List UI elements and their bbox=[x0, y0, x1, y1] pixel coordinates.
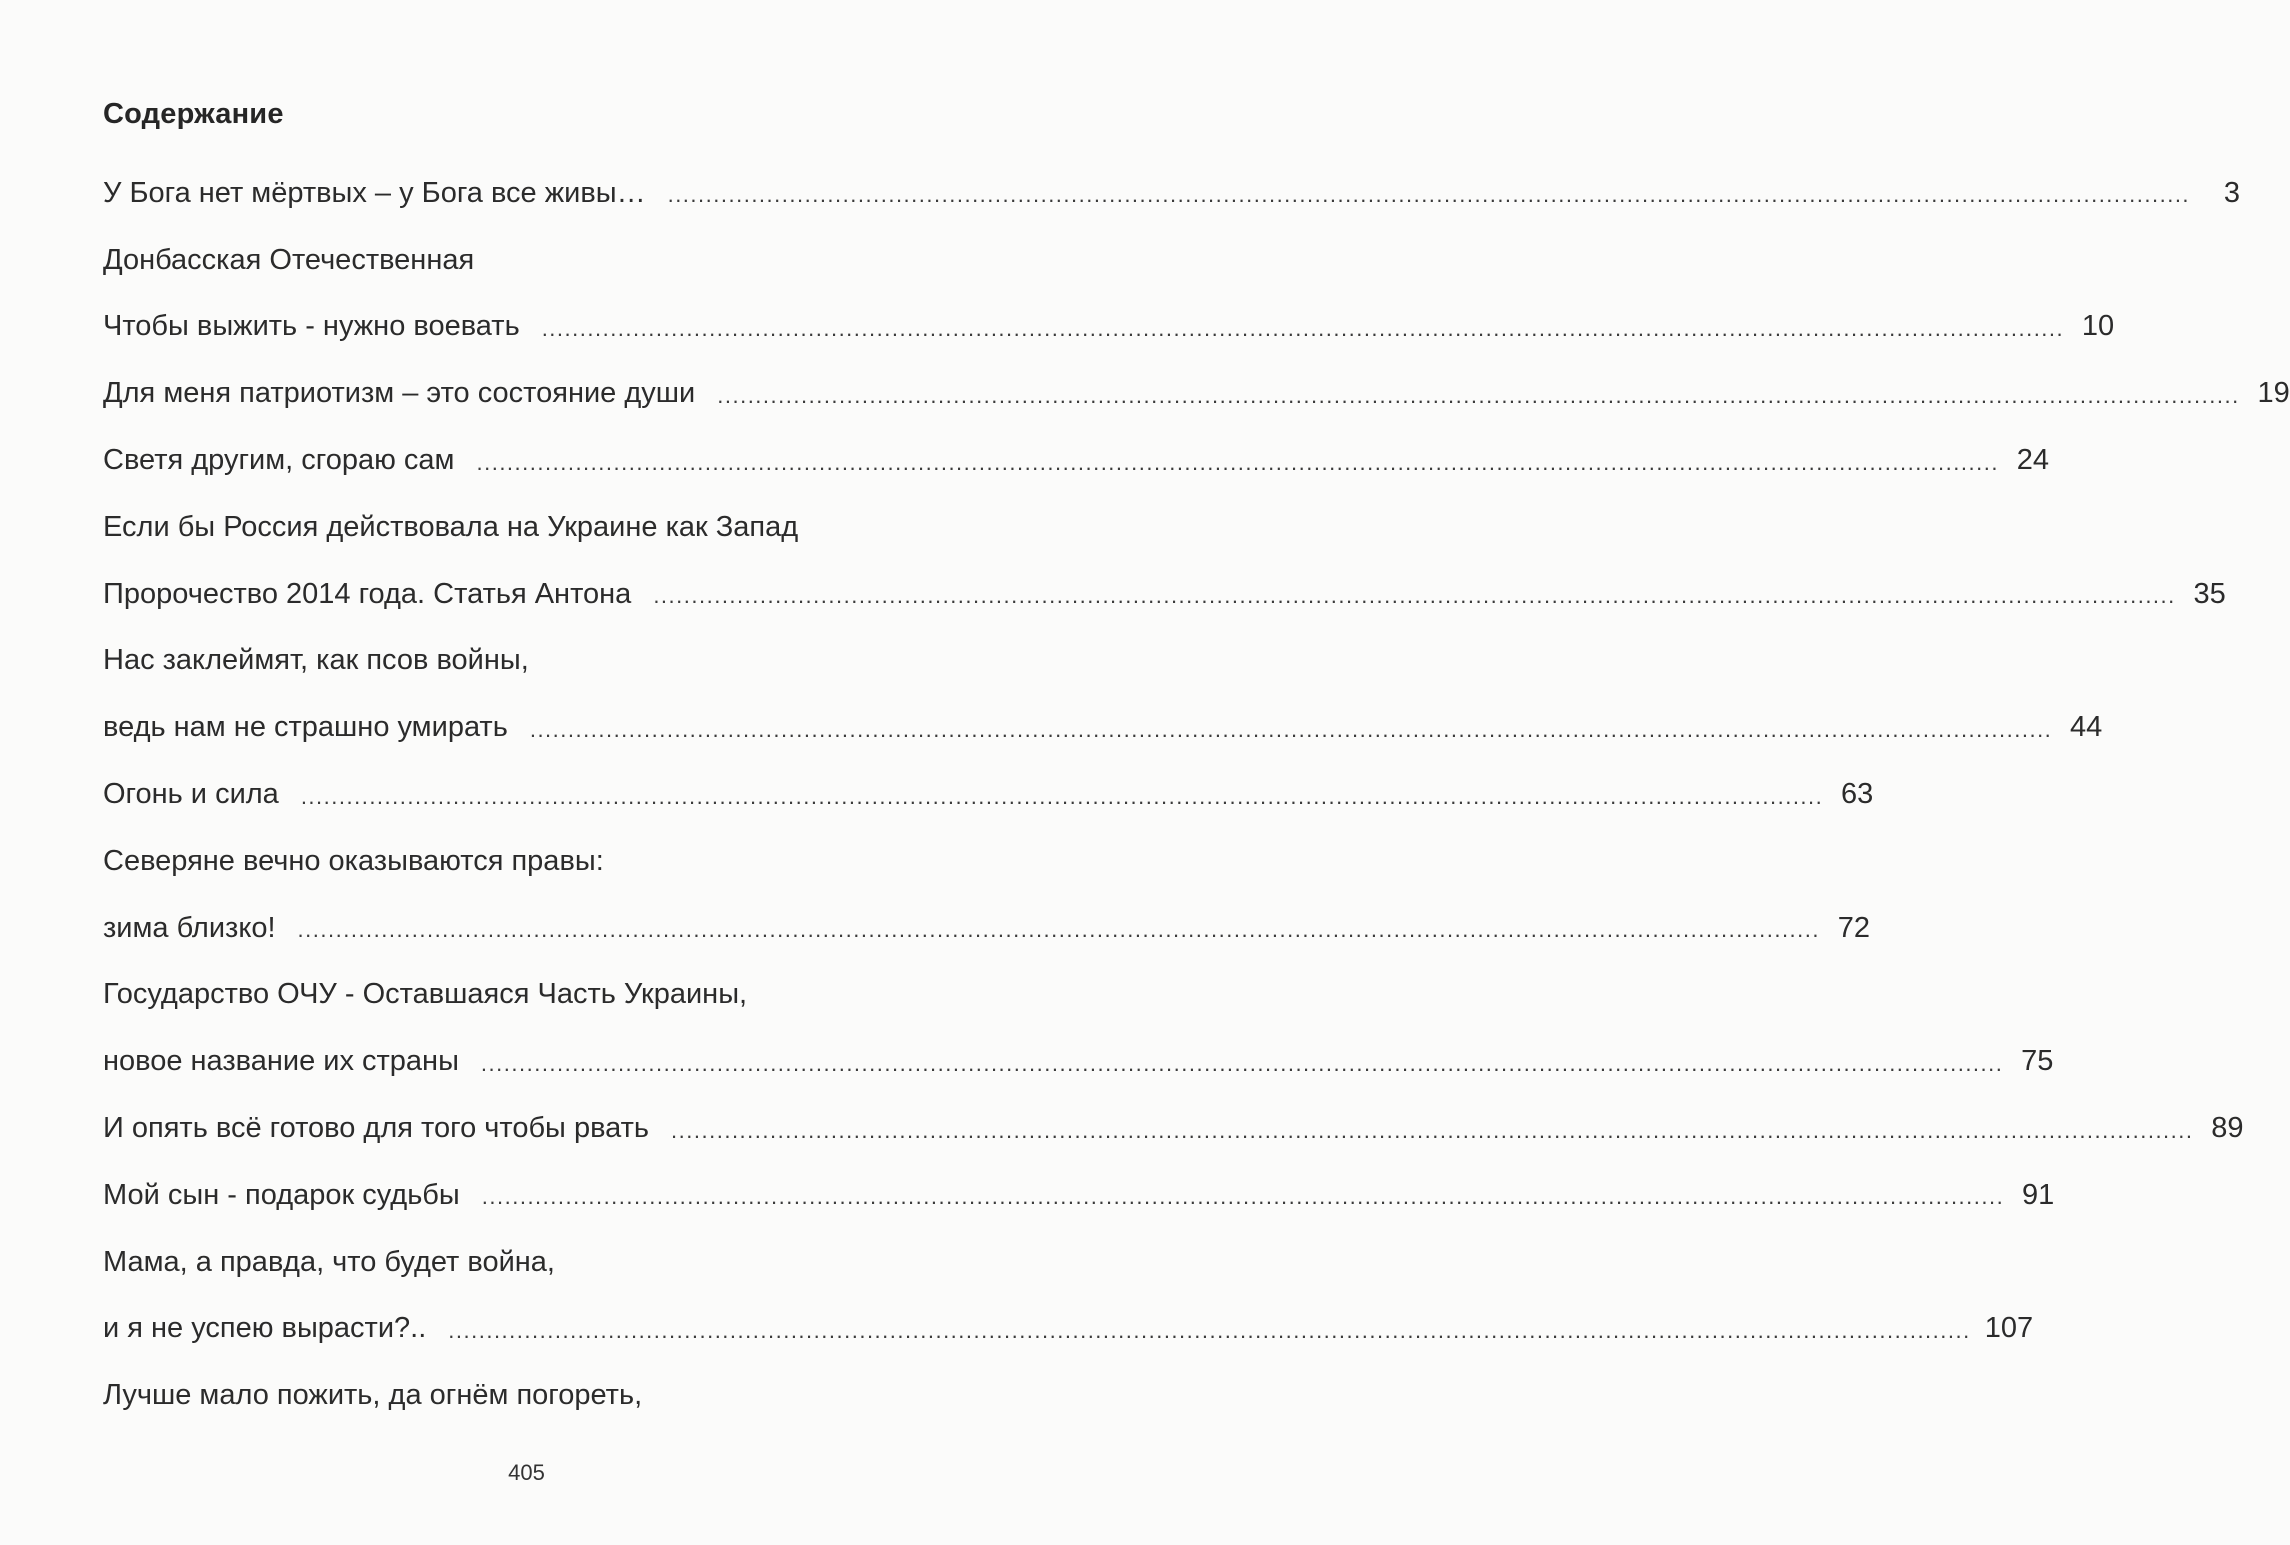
toc-entry-page: 10 bbox=[2081, 310, 2115, 343]
toc-entry-title: Светя другим, сгораю сам bbox=[103, 444, 455, 477]
toc-entry-title: Огонь и сила bbox=[103, 778, 279, 811]
toc-entry-title: Пророчество 2014 года. Статья Антона bbox=[103, 577, 632, 610]
toc-leader-dots: ........................................................................................................................................................................................................ bbox=[529, 716, 2053, 742]
toc-entry bbox=[103, 1296, 2034, 1363]
toc-entry-title: Если бы Россия действовала на Украине как Запад bbox=[103, 510, 799, 543]
toc-entry-page: 91 bbox=[2021, 1178, 2055, 1211]
page-number: 405 bbox=[508, 1460, 545, 1485]
toc-entry-title: новое название их страны bbox=[103, 1045, 459, 1078]
toc-leader-dots: ........................................................................................................................................................................................................ bbox=[541, 315, 2065, 341]
toc-entry-title: зима близко! bbox=[103, 911, 276, 944]
toc-entry-page: 63 bbox=[1841, 778, 1874, 811]
toc-entry-title: Мама, а правда, что будет война, bbox=[103, 1245, 555, 1278]
toc-entry-title: Государство ОЧУ - Оставшаяся Часть Украины, bbox=[103, 978, 748, 1011]
toc-entry bbox=[103, 1028, 2054, 1095]
contents-heading: Содержание bbox=[103, 98, 284, 130]
toc-entry bbox=[103, 160, 2241, 227]
toc-entry bbox=[103, 1229, 913, 1296]
toc-entry-title: Донбасская Отечественная bbox=[103, 243, 475, 276]
toc-entry bbox=[103, 561, 2226, 628]
toc-leader-dots: ........................................................................................................................................................................................................ bbox=[476, 449, 1999, 475]
toc-entry bbox=[103, 694, 2103, 761]
toc-entry bbox=[103, 494, 913, 561]
table-of-contents bbox=[103, 160, 2290, 1429]
toc-entry-page: 44 bbox=[2070, 711, 2103, 744]
toc-leader-dots: ........................................................................................................................................................................................................ bbox=[297, 917, 1821, 943]
toc-entry bbox=[103, 1095, 2244, 1162]
toc-leader-dots: ........................................................................................................................................................................................................ bbox=[653, 583, 2176, 609]
toc-entry bbox=[103, 962, 913, 1029]
toc-entry-page: 89 bbox=[2211, 1112, 2244, 1145]
toc-entry-title: Лучше мало пожить, да огнём погореть, bbox=[103, 1379, 643, 1412]
toc-entry-title: Чтобы выжить - нужно воевать bbox=[103, 310, 520, 343]
toc-entry-page: 107 bbox=[1984, 1312, 2034, 1345]
toc-entry bbox=[103, 828, 913, 895]
toc-entry bbox=[103, 1162, 2055, 1229]
toc-entry bbox=[103, 227, 913, 294]
toc-entry-title: У Бога нет мёртвых – у Бога все живы… bbox=[103, 176, 646, 209]
toc-entry-title: И опять всё готово для того чтобы рвать bbox=[103, 1112, 650, 1145]
toc-entry bbox=[103, 628, 913, 695]
toc-entry bbox=[103, 895, 1871, 962]
toc-entry-title: Северяне вечно оказываются правы: bbox=[103, 844, 604, 877]
toc-leader-dots: ........................................................................................................................................................................................................ bbox=[481, 1184, 2005, 1210]
toc-entry-page: 3 bbox=[2223, 176, 2241, 209]
toc-entry bbox=[103, 1362, 913, 1429]
toc-entry-title: Для меня патриотизм – это состояние души bbox=[103, 377, 696, 410]
toc-entry-title: Нас заклеймят, как псов войны, bbox=[103, 644, 529, 677]
toc-leader-dots: ........................................................................................................................................................................................................ bbox=[671, 1117, 2194, 1143]
toc-leader-dots: ........................................................................................................................................................................................................ bbox=[480, 1050, 2004, 1076]
toc-leader-dots: ........................................................................................................................................................................................................ bbox=[717, 382, 2240, 408]
toc-entry-page: 72 bbox=[1837, 911, 1871, 944]
toc-entry-page: 19 bbox=[2257, 377, 2290, 410]
toc-entry-title: и я не успею вырасти?.. bbox=[103, 1312, 427, 1345]
toc-entry-page: 35 bbox=[2193, 577, 2226, 610]
toc-entry-page: 75 bbox=[2021, 1045, 2054, 1078]
toc-leader-dots: ........................................................................................................................................................................................................ bbox=[667, 182, 2191, 208]
toc-entry-title: ведь нам не страшно умирать bbox=[103, 711, 508, 744]
toc-leader-dots: ........................................................................................................................................................................................................ bbox=[300, 783, 1824, 809]
toc-leader-dots: ........................................................................................................................................................................................................ bbox=[448, 1317, 1971, 1343]
toc-entry-title: Мой сын - подарок судьбы bbox=[103, 1178, 460, 1211]
toc-entry bbox=[103, 427, 2049, 494]
toc-entry bbox=[103, 294, 2115, 361]
toc-entry-page: 24 bbox=[2016, 444, 2049, 477]
toc-entry bbox=[103, 360, 2290, 427]
toc-entry bbox=[103, 761, 1874, 828]
